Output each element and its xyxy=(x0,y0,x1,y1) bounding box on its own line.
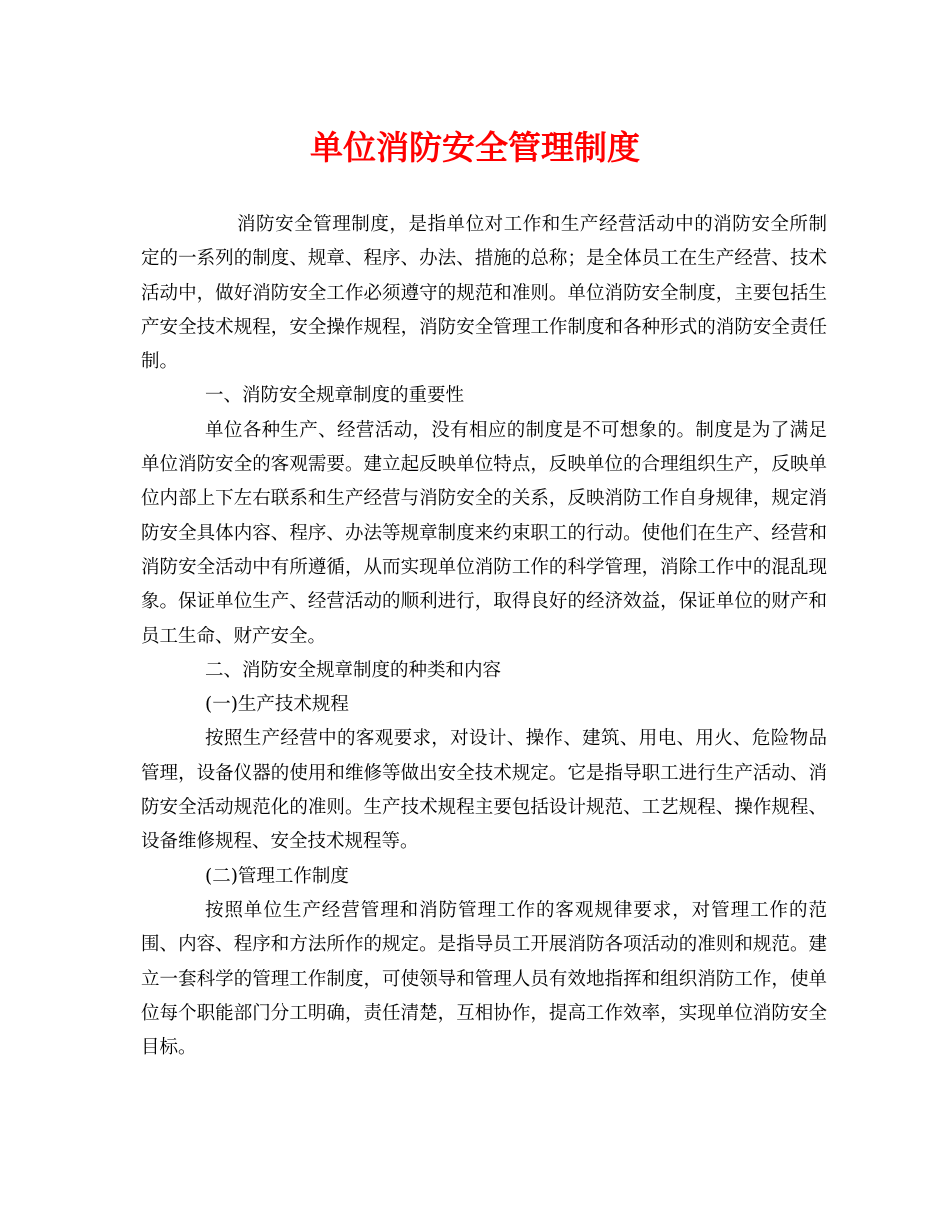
paragraph-technical-rules: 按照生产经营中的客观要求，对设计、操作、建筑、用电、用火、危险物品管理，设备仪器的使用和维修等做出安全技术规定。它是指导职工进行生产活动、消防安全活动规范化的准则。生产技术规程主要包括设计规范、工艺规程、操作规程、设备维修规程、安全技术规程等。 xyxy=(141,728,827,853)
paragraph-intro: 消防安全管理制度，是指单位对工作和生产经营活动中的消防安全所制定的一系列的制度、规章、程序、办法、措施的总称；是全体员工在生产经营、技术活动中，做好消防安全工作必须遵守的规范和准则。单位消防安全制度，主要包括生产安全技术规程，安全操作规程，消防安全管理工作制度和各种形式的消防安全责任制。 xyxy=(141,214,827,373)
document-body xyxy=(141,208,827,1065)
document-title: 单位消防安全管理制度 xyxy=(310,128,640,167)
section-heading-importance: 一、消防安全规章制度的重要性 xyxy=(205,385,465,407)
section-heading-types: 二、消防安全规章制度的种类和内容 xyxy=(205,659,502,681)
subsection-heading-management-system: (二)管理工作制度 xyxy=(205,865,349,887)
paragraph-importance: 单位各种生产、经营活动，没有相应的制度是不可想象的。制度是为了满足单位消防安全的客观需要。建立起反映单位特点，反映单位的合理组织生产，反映单位内部上下左右联系和生产经营与消防安全的关系，反映消防工作自身规律，规定消防安全具体内容、程序、办法等规章制度来约束职工的行动。使他们在生产、经营和消防安全活动中有所遵循，从而实现单位消防工作的科学管理，消除工作中的混乱现象。保证单位生产、经营活动的顺利进行，取得良好的经济效益，保证单位的财产和员工生命、财产安全。 xyxy=(141,419,827,647)
paragraph-management-system: 按照单位生产经营管理和消防管理工作的客观规律要求，对管理工作的范围、内容、程序和方法所作的规定。是指导员工开展消防各项活动的准则和规范。建立一套科学的管理工作制度，可使领导和管理人员有效地指挥和组织消防工作，使单位每个职能部门分工明确，责任清楚，互相协作，提高工作效率，实现单位消防安全目标。 xyxy=(141,899,827,1059)
subsection-heading-technical-rules: (一)生产技术规程 xyxy=(205,694,349,716)
